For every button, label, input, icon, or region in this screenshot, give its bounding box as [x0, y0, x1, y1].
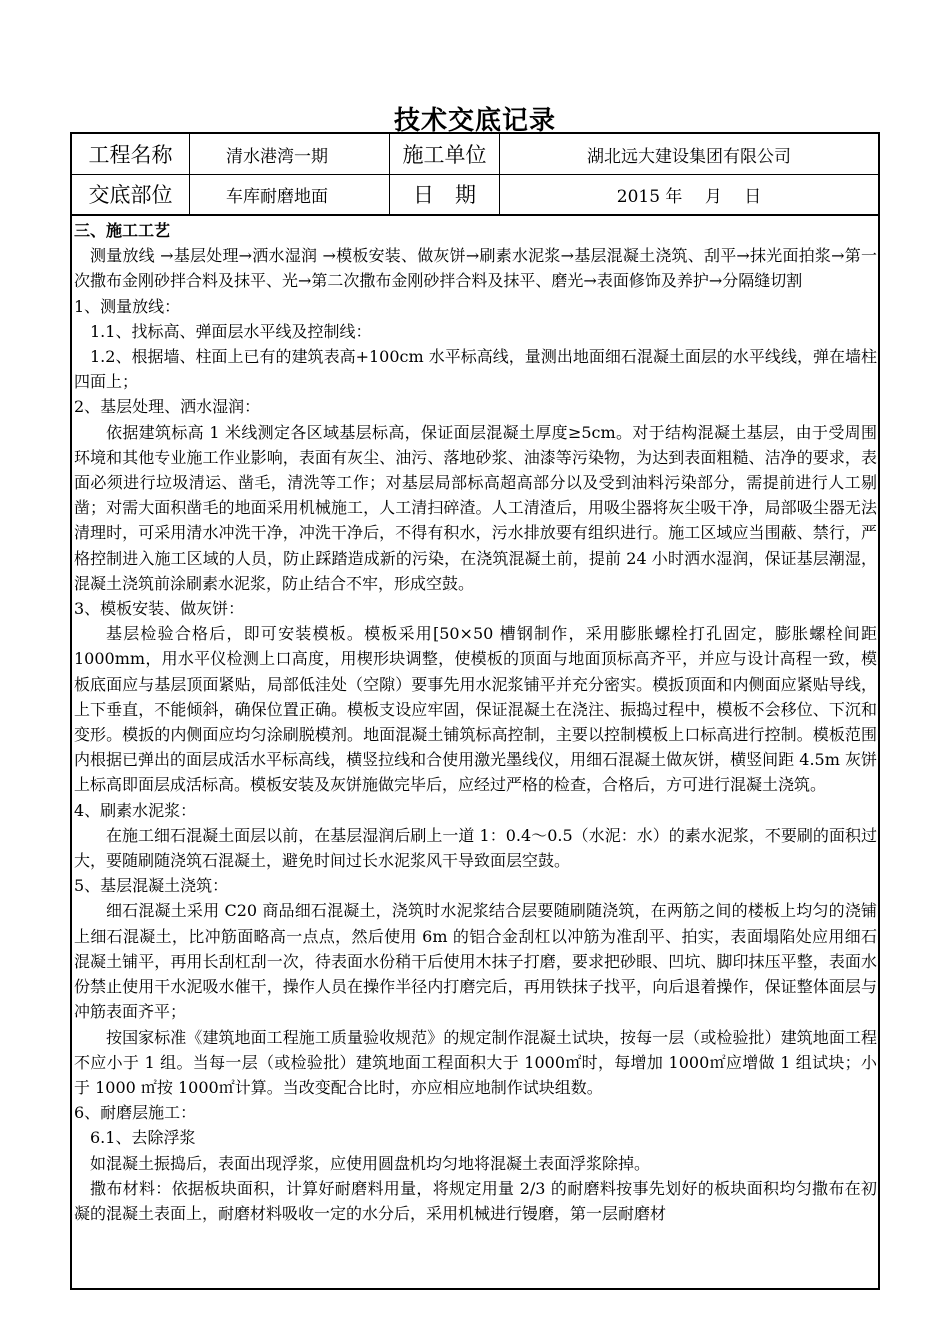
contractor-label: 施工单位: [390, 134, 500, 174]
project-name-label: 工程名称: [72, 134, 190, 174]
date-value: 2015 年 月 日: [616, 186, 762, 207]
step-heading-base-treatment: 2、基层处理、洒水湿润：: [74, 397, 261, 417]
disclosure-content: [74, 218, 877, 1226]
location-value: 车库耐磨地面: [190, 174, 390, 214]
project-name-value: 清水港湾一期: [190, 134, 390, 174]
step-heading-wear-layer: 6、耐磨层施工：: [74, 1103, 197, 1123]
substep-1-1: 1.1、找标高、弹面层水平线及控制线：: [90, 321, 372, 341]
step-heading-formwork: 3、模板安装、做灰饼：: [74, 599, 245, 619]
process-flow-paragraph: 测量放线 →基层处理→洒水湿润 →模板安装、做灰饼→刷素水泥浆→基层混凝土浇筑、刮平→抹光面拍浆→第一次撒布金刚砂拌合料及抹平、光→第二次撒布金刚砂拌合料及抹平、磨光→表面修饰及养护→分隔缝切割: [74, 246, 877, 291]
cement-slurry-paragraph: 在施工细石混凝土面层以前，在基层湿润后刷上一道 1：0.4～0.5（水泥：水）的素水泥浆，不要刷的面积过大，要随刷随浇筑石混凝土，避免时间过长水泥浆风干导致面层空鼓。: [74, 825, 877, 871]
step-heading-concrete-pour: 5、基层混凝土浇筑：: [74, 876, 229, 896]
substep-6-1: 6.1、去除浮浆: [90, 1128, 196, 1148]
header-row-location: [72, 174, 878, 216]
date-label: 日 期: [390, 174, 500, 214]
header-row-project: [72, 134, 878, 175]
spreading-paragraph: 撒布材料：依据板块面积，计算好耐磨料用量，将规定用量 2/3 的耐磨料按事先划好的板块面积均匀撒布在初凝的混凝土表面上，耐磨材料吸收一定的水分后，采用机械进行镘磨，第一层耐磨材: [74, 1178, 877, 1223]
section-heading: 三、施工工艺: [74, 221, 171, 240]
substep-1-2: 1.2、根据墙、柱面上已有的建筑表高+100cm 水平标高线，量测出地面细石混凝土面层的水平线线，弹在墙柱四面上；: [74, 347, 877, 392]
step-heading-cement-slurry: 4、刷素水泥浆：: [74, 800, 197, 820]
test-block-paragraph: 按国家标准《建筑地面工程施工质量验收规范》的规定制作混凝土试块，按每一层（或检验批）建筑地面工程不应小于 1 组。当每一层（或检验批）建筑地面工程面积大于 1000㎡时，每增加 1000㎡应增做 1 组试块；小于 1000 ㎡按 1000㎡计算。当改变配合比时，亦应相应地制作试块组数。: [74, 1027, 877, 1097]
contractor-value: 湖北远大建设集团有限公司: [587, 146, 791, 167]
step-heading-survey: 1、测量放线：: [74, 296, 181, 316]
laitance-paragraph: 如混凝土振捣后，表面出现浮浆，应使用圆盘机均匀地将混凝土表面浮浆除掉。: [90, 1153, 651, 1173]
location-label: 交底部位: [72, 174, 190, 214]
record-form: [70, 132, 880, 1290]
concrete-pour-paragraph: 细石混凝土采用 C20 商品细石混凝土，浇筑时水泥浆结合层要随刷随浇筑，在两筋之间的楼板上均匀的浇铺上细石混凝土，比冲筋面略高一点点，然后使用 6m 的铝合金刮杠以冲筋为准刮平、拍实，表面塌陷处应用细石混凝土铺平，再用长刮杠刮一次，待表面水份稍干后使用木抹子打磨，要求把砂眼、凹坑、脚印抹压平整，表面水份禁止使用干水泥吸水催干，操作人员在操作半径内打磨完后，再用铁抹子找平，向后退着操作，保证整体面层与冲筋表面齐平；: [74, 901, 877, 1022]
formwork-paragraph: 基层检验合格后，即可安装模板。模板采用[50×50 槽钢制作，采用膨胀螺栓打孔固定，膨胀螺栓间距 1000mm，用水平仪检测上口高度，用楔形块调整，使模板的顶面与地面顶标高齐平，并应与设计高程一致，模板底面应与基层顶面紧贴，局部低洼处（空隙）要事先用水泥浆铺平并充分密实。模扳顶面和内侧面应紧贴导线，上下垂直，不能倾斜，确保位置正确。模板支设应牢固，保证混凝土在浇注、振捣过程中，模板不会移位、下沉和变形。模扳的内侧面应均匀涂刷脱模剂。地面混凝土铺筑标高控制，主要以控制模板上口标高进行控制。模板范围内根据已弹出的面层成活水平标高线，横竖拉线和合使用激光墨线仪，用细石混凝土做灰饼，横竖间距 4.5m 灰饼上标高即面层成活标高。模板安装及灰饼施做完毕后，应经过严格的检查，合格后，方可进行混凝土浇筑。: [74, 624, 877, 795]
base-treatment-paragraph: 依据建筑标高 1 米线测定各区域基层标高，保证面层混凝土厚度≥5cm。对于结构混凝土基层，由于受周围环境和其他专业施工作业影响，表面有灰尘、油污、落地砂浆、油漆等污染物，为达到表面粗糙、洁净的要求，表面必须进行垃圾清运、凿毛，清洗等工作；对基层局部标高超高部分以及受到油料污染部分，需提前进行人工剔凿；对需大面积凿毛的地面采用机械施工，人工清扫碎渣。人工清渣后，用吸尘器将灰尘吸干净，局部吸尘器无法清理时，可采用清水冲洗干净，冲洗干净后，不得有积水，污水排放要有组织进行。施工区域应当围蔽、禁行，严格控制进入施工区域的人员，防止踩踏造成新的污染，在浇筑混凝土前，提前 24 小时洒水湿润，保证基层潮湿，混凝土浇筑前涂刷素水泥浆，防止结合不牢，形成空鼓。: [74, 422, 877, 593]
page-title: 技术交底记录: [393, 106, 556, 136]
